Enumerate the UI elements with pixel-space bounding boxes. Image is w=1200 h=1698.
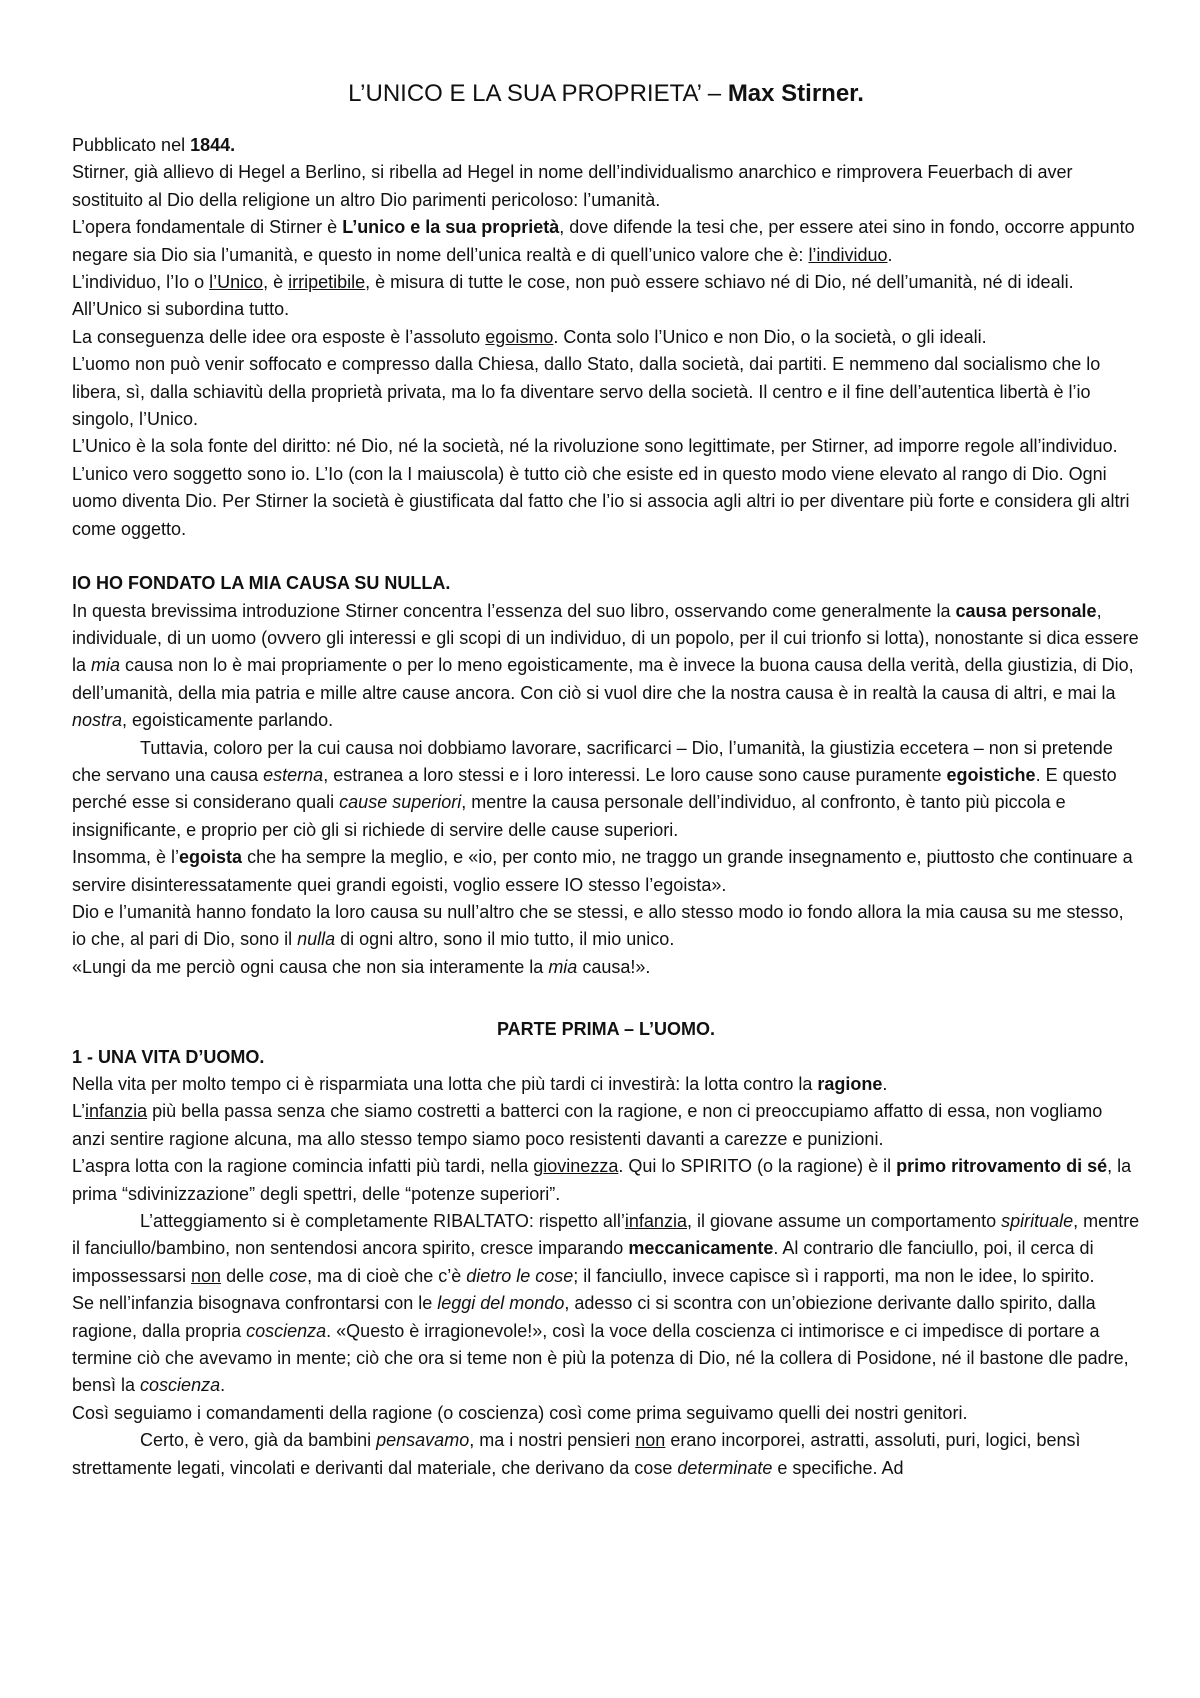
text-run: . E questo perché esse si considerano quali	[72, 764, 1117, 813]
text-run: ; il fanciullo, invece capisce sì i rapporti, ma non le idee, lo spirito.	[573, 1265, 1095, 1286]
text-run: Tuttavia, coloro per la cui causa noi dobbiamo lavorare, sacrificarci – Dio, l’umanità, la giustizia eccetera – non si pretende che servano una causa	[72, 737, 1113, 785]
text-run: L’	[72, 1101, 86, 1122]
text-run: Se nell’infanzia bisognava confrontarsi con le	[72, 1293, 438, 1314]
document-title	[72, 78, 1140, 110]
text-run-underline: infanzia	[624, 1211, 687, 1232]
text-run-italic: pensavamo	[376, 1430, 470, 1451]
intro-paragraph	[72, 324, 1140, 351]
intro-paragraph: Stirner, già allievo di Hegel a Berlino, si ribella ad Hegel in nome dell’individualismo anarchico e rimprovera Feuerbach di aver sostituito al Dio della religione un altro Dio parimenti pericoloso: l’umanità.	[72, 162, 1073, 210]
text-run: In questa brevissima introduzione Stirner concentra l’essenza del suo libro, osservando come generalmente la	[72, 600, 956, 621]
part-paragraph	[72, 1290, 1140, 1400]
text-run: , è misura di tutte le cose, non può essere schiavo né di Dio, né dell’umanità, né di ideali. All’Unico si subordina tutto.	[72, 272, 1074, 320]
text-run: , ma i nostri pensieri	[469, 1430, 636, 1451]
text-run-italic: coscienza	[140, 1375, 221, 1396]
text-run-underline: egoismo	[485, 326, 554, 347]
text-run: , il giovane assume un comportamento	[686, 1211, 1002, 1232]
text-run-bold: meccanicamente	[628, 1238, 774, 1259]
part-paragraph	[72, 1153, 1140, 1208]
blank-line	[72, 543, 1140, 570]
text-run-underline: non	[191, 1265, 222, 1286]
part-heading: PARTE PRIMA – L’UOMO.	[496, 1019, 715, 1040]
intro-section	[72, 132, 1140, 543]
text-run: . «Questo è irragionevole!», così la voce della coscienza ci intimorisce e ci impedisce di portare a termine ciò che avevamo in mente; ciò che ora si teme non è più la potenza di Dio, né la collera di Posidone, né il bastone dle padre, bensì la	[72, 1320, 1129, 1396]
part-one	[72, 1016, 1140, 1482]
text-run-italic: nulla	[297, 929, 336, 950]
text-run: Nella vita per molto tempo ci è risparmiata una lotta che più tardi ci investirà: la lotta contro la	[72, 1074, 818, 1094]
text-run: , egoisticamente parlando.	[122, 710, 334, 731]
text-run-italic: cose	[269, 1265, 308, 1286]
text-run-bold: L’unico e la sua proprietà	[342, 217, 560, 238]
section-paragraph	[72, 899, 1140, 954]
text-run: causa non lo è mai propriamente o per lo meno egoisticamente, ma è invece la buona causa della verità, della giustizia, di Dio, dell’umanità, della mia patria e mille altre cause ancora. Con ciò si vuol dire che la nostra causa è in realtà la causa di altri, e mai la	[72, 655, 1134, 703]
intro-published	[72, 132, 1140, 159]
part-paragraph: Così seguiamo i comandamenti della ragione (o coscienza) così come prima seguivamo quelli dei nostri genitori.	[72, 1402, 968, 1423]
text-run: , ma di cioè che c’è	[307, 1265, 467, 1286]
title-author: Max Stirner.	[727, 80, 864, 107]
text-run-bold: egoistiche	[946, 764, 1036, 785]
text-run-underline: irripetibile	[288, 272, 366, 293]
text-run: , individuale, di un uomo (ovvero gli interessi e gli scopi di un individuo, di un popolo, per il cui trionfo si lotta), nonostante si dica essere la	[72, 600, 1139, 676]
title-text: L’UNICO E LA SUA PROPRIETA’ –	[348, 80, 728, 107]
text-run: L’individuo, l’Io o	[72, 272, 210, 293]
text-run: erano incorporei, astratti, assoluti, puri, logici, bensì strettamente legati, vincolati e derivanti dal materiale, che derivano da cose	[72, 1430, 1081, 1478]
text-run-italic: cause superiori	[339, 792, 462, 813]
text-run-underline: l’Unico	[209, 272, 264, 293]
intro-paragraph: L’Unico è la sola fonte del diritto: né Dio, né la società, né la rivoluzione sono legittimate, per Stirner, ad imporre regole all’individuo.	[72, 436, 1118, 457]
blank-line	[72, 981, 1140, 1008]
text-run: «Lungi da me perciò ogni causa che non sia interamente la	[72, 956, 549, 977]
text-run-bold: ragione	[817, 1074, 883, 1094]
text-run: . Conta solo l’Unico e non Dio, o la società, o gli ideali.	[553, 326, 987, 347]
text-run-italic: determinate	[677, 1457, 773, 1478]
text-run-underline: non	[635, 1430, 666, 1451]
text-run: . Qui lo SPIRITO (o la ragione) è il	[618, 1156, 897, 1177]
text-run-underline: giovinezza	[533, 1156, 619, 1177]
text-run: causa!».	[577, 956, 651, 977]
part-paragraph	[72, 1208, 1140, 1290]
text-run: più bella passa senza che siamo costretti a batterci con la ragione, e non ci preoccupiamo affatto di essa, non vogliamo anzi sentire ragione alcuna, ma allo stesso tempo siamo poco resistenti davanti a carezze e punizioni.	[72, 1101, 1103, 1149]
text-run: , estranea a loro stessi e i loro interessi. Le loro cause sono cause puramente	[323, 764, 947, 785]
text-run-bold: causa personale	[955, 600, 1097, 621]
text-run-italic: spirituale	[1001, 1211, 1074, 1232]
section-causa	[72, 570, 1140, 981]
text-run: L’opera fondamentale di Stirner è	[72, 217, 343, 238]
text-run: , è	[263, 272, 289, 293]
text-run: . Al contrario dle fanciullo, poi, il cerca di impossessarsi	[72, 1238, 1094, 1286]
text-run: La conseguenza delle idee ora esposte è l’assoluto	[72, 326, 486, 347]
text-run-bold: primo ritrovamento di sé	[896, 1156, 1108, 1177]
text-run: Pubblicato nel	[72, 135, 191, 155]
text-run: L’aspra lotta con la ragione comincia infatti più tardi, nella	[72, 1156, 534, 1177]
text-run: L’atteggiamento si è completamente RIBALTATO: rispetto all’	[140, 1211, 625, 1232]
text-run: , mentre la causa personale dell’individuo, al confronto, è tanto più piccola e insignificante, e proprio per ciò gli si richiede di servire delle cause superiori.	[72, 792, 1066, 840]
intro-paragraph	[72, 214, 1140, 269]
section-paragraph	[72, 954, 1140, 981]
part-paragraph	[72, 1427, 1140, 1482]
section-heading: IO HO FONDATO LA MIA CAUSA SU NULLA.	[72, 573, 451, 594]
intro-paragraph: L’unico vero soggetto sono io. L’Io (con la I maiuscola) è tutto ciò che esiste ed in questo modo viene elevato al rango di Dio. Ogni uomo diventa Dio. Per Stirner la società è giustificata dal fatto che l’io si associa agli altri io per diventare più forte e considera gli altri come oggetto.	[72, 463, 1130, 539]
section-paragraph	[72, 844, 1140, 899]
intro-paragraph	[72, 269, 1140, 324]
text-run-italic: mia	[91, 655, 121, 676]
text-run: .	[882, 1074, 888, 1094]
section-paragraph	[72, 735, 1140, 845]
text-run-bold: 1844.	[190, 135, 236, 155]
text-run-bold: egoista	[179, 847, 243, 868]
text-run: .	[887, 244, 893, 265]
text-run: , adesso ci si scontra con un’obiezione derivante dallo spirito, dalla ragione, dalla propria	[72, 1293, 1096, 1341]
text-run-italic: leggi del mondo	[437, 1293, 565, 1314]
text-run: Dio e l’umanità hanno fondato la loro causa su null’altro che se stessi, e allo stesso modo io fondo allora la mia causa su me stesso, io che, al pari di Dio, sono il	[72, 901, 1124, 950]
text-run-italic: esterna	[263, 764, 324, 785]
text-run: , la prima “sdivinizzazione” degli spettri, delle “potenze superiori”.	[72, 1156, 1132, 1204]
chapter-heading: 1 - UNA VITA D’UOMO.	[72, 1046, 265, 1067]
text-run: , dove difende la tesi che, per essere atei sino in fondo, occorre appunto negare sia Dio sia l’umanità, e questo in nome dell’unica realtà e di quell’unico valore che è:	[72, 217, 1135, 265]
text-run: .	[220, 1375, 226, 1396]
part-paragraph	[72, 1098, 1140, 1153]
text-run-italic: mia	[548, 956, 578, 977]
text-run: e specifiche. Ad	[772, 1457, 904, 1478]
text-run-italic: dietro le cose	[466, 1265, 574, 1286]
part-paragraph	[72, 1071, 1140, 1098]
text-run: Insomma, è l’	[72, 847, 180, 868]
text-run: di ogni altro, sono il mio tutto, il mio unico.	[335, 929, 675, 950]
text-run-italic: coscienza	[246, 1320, 327, 1341]
text-run-italic: nostra	[72, 710, 123, 731]
text-run-underline: l’individuo	[808, 244, 888, 265]
section-paragraph	[72, 598, 1140, 735]
text-run: delle	[221, 1265, 270, 1286]
text-run-underline: infanzia	[85, 1101, 148, 1122]
text-run: che ha sempre la meglio, e «io, per conto mio, ne traggo un grande insegnamento e, piuttosto che continuare a servire disinteressatamente quei grandi egoisti, voglio essere IO stesso l’egoista».	[72, 847, 1133, 895]
text-run: , mentre il fanciullo/bambino, non sentendosi ancora spirito, cresce imparando	[72, 1211, 1140, 1259]
text-run: Certo, è vero, già da bambini	[140, 1430, 377, 1451]
intro-paragraph: L’uomo non può venir soffocato e compresso dalla Chiesa, dallo Stato, dalla società, dai partiti. E nemmeno dal socialismo che lo libera, sì, dalla schiavitù della proprietà privata, ma lo fa diventare servo della società. Il centro e il fine dell’autentica libertà è l’io singolo, l’Unico.	[72, 354, 1101, 430]
